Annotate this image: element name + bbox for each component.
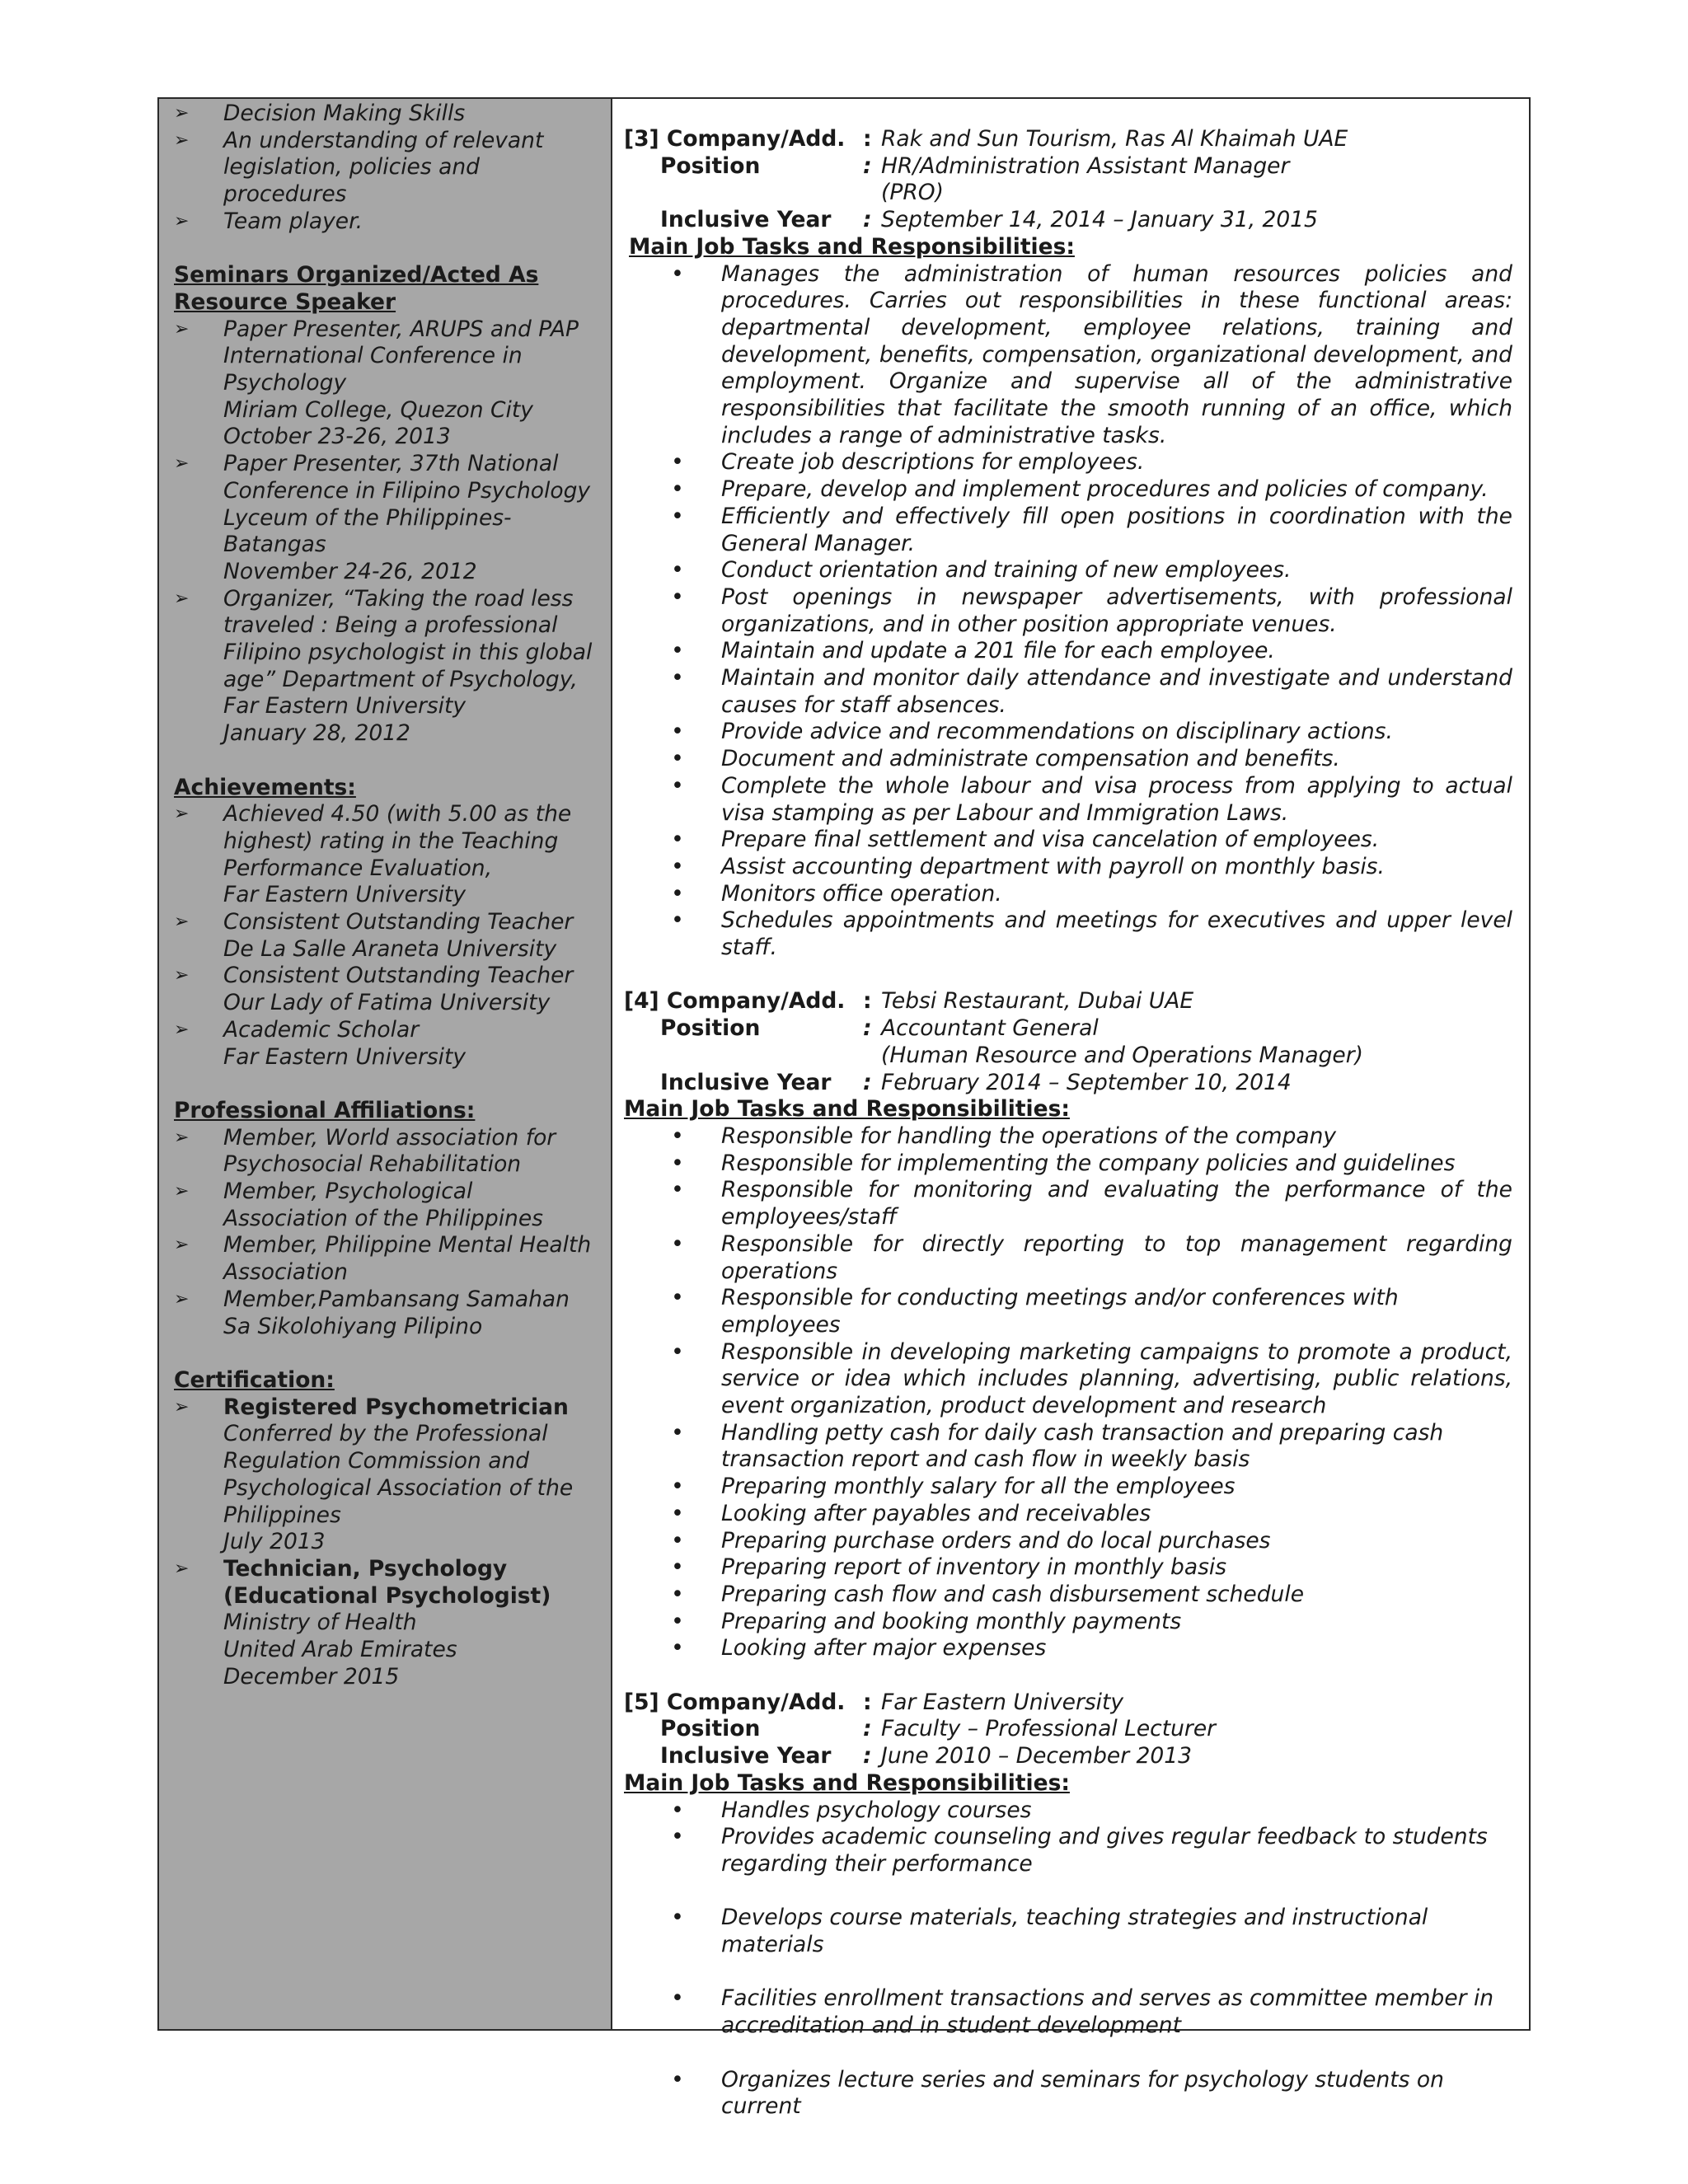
- tasks-heading: Main Job Tasks and Responsibilities:: [624, 1096, 1070, 1122]
- list-item: • Preparing cash flow and cash disbursement schedule: [671, 1581, 1305, 1607]
- arrow-icon: ➢: [174, 453, 190, 475]
- list-item: • Handles psychology courses: [671, 1797, 1032, 1823]
- list-item: • Complete the whole labour and visa process from applying to actual visa stamping as per Labour and Immigration Laws.: [671, 772, 1512, 826]
- job-entry: [4] Company/Add. : Tebsi Restaurant, Dubai UAE Position : Accountant General (Human Resource and Operations Manager) Inclusive Year : February 2014 – September 10, 2014 Main Job Tasks and Responsibilities: • Responsible for handling the operations of the company • Responsible for implementing the company policies and guidelines • Responsible for monitoring and evaluating the performance of the employees/staff • Responsible for directly reporting to top management regarding operations • Responsible for conducting meetings and/or conferences with employees • Responsible in developing marketing campaigns to promote a product, service or idea which includes planning, advertising, public relations, event organization, product development and research • Handling petty cash for daily cash transaction and preparing cash transaction report and cash flow in weekly basis • Preparing monthly salary for all the employees • Looking after payables and receivables • Preparing purchase orders and do local purchases • Preparing report of inventory in monthly basis • Preparing cash flow and cash disbursement schedule • Preparing and booking monthly payments • Looking after major expenses: [624, 988, 1512, 1661]
- position-title: Faculty – Professional Lecturer: [881, 1716, 1217, 1742]
- seminars-heading: Seminars Organized/Acted As Resource Speaker: [174, 262, 539, 315]
- tasks-list: [624, 1797, 1514, 2121]
- list-item: • Post openings in newspaper advertisements, with professional organizations, and in other position appropriate venues.: [671, 583, 1512, 637]
- list-item: • Document and administrate compensation and benefits.: [671, 746, 1340, 772]
- list-item: • Responsible for monitoring and evaluating the performance of the employees/staff: [671, 1177, 1512, 1230]
- list-item: ➢ Paper Presenter, 37th National Conference in Filipino Psychology Lyceum of the Philippines-Batangas November 24-26, 2012: [174, 451, 591, 584]
- list-item: ➢ Registered Psychometrician Conferred by the Professional Regulation Commission and Psychological Association of the Philippines July 2013: [174, 1394, 574, 1555]
- list-item: • Preparing purchase orders and do local purchases: [671, 1527, 1271, 1554]
- list-item: • Handling petty cash for daily cash transaction and preparing cash transaction report and cash flow in weekly basis: [671, 1419, 1444, 1473]
- list-item: • Preparing monthly salary for all the employees: [671, 1474, 1236, 1500]
- list-item: ➢ Member, Philippine Mental Health Association: [174, 1232, 592, 1286]
- list-item: • Conduct orientation and training of new employees.: [671, 557, 1292, 583]
- list-item: ➢ Achieved 4.50 (with 5.00 as the highest) rating in the Teaching Performance Evaluation, Far Eastern University: [174, 801, 572, 908]
- arrow-icon: ➢: [174, 318, 190, 340]
- list-item: ➢ Consistent Outstanding Teacher De La Salle Araneta University: [174, 909, 574, 962]
- right-column: [612, 99, 1529, 2120]
- affiliations-list: [174, 1125, 596, 1341]
- list-item: • Organizes lecture series and seminars for psychology students on current: [671, 2066, 1444, 2120]
- list-item: ➢ Technician, Psychology (Educational Psychologist) Ministry of Health United Arab Emirates December 2015: [174, 1555, 551, 1690]
- achievements-heading: Achievements:: [174, 774, 356, 800]
- affiliations-heading: Professional Affiliations:: [174, 1097, 476, 1123]
- list-item: • Schedules appointments and meetings for executives and upper level staff.: [671, 907, 1512, 961]
- list-item: ➢ Member,Pambansang Samahan Sa Sikolohiyang Pilipino: [174, 1286, 570, 1339]
- list-item: • Responsible for handling the operations of the company: [671, 1123, 1337, 1149]
- list-item: • Responsible in developing marketing campaigns to promote a product, service or idea which includes planning, advertising, public relations, event organization, product development and research: [671, 1338, 1512, 1419]
- list-item: • Facilities enrollment transactions and serves as committee member in accreditation and in student development: [671, 1985, 1494, 2039]
- list-item: • Develops course materials, teaching strategies and instructional materials: [671, 1905, 1428, 1958]
- achievements-list: [174, 801, 596, 1071]
- list-item: ➢ An understanding of relevant legislation, policies and procedures: [174, 127, 544, 208]
- company-name: Rak and Sun Tourism, Ras Al Khaimah UAE: [881, 126, 1348, 152]
- list-item: • Looking after major expenses: [671, 1635, 1047, 1661]
- company-name: Tebsi Restaurant, Dubai UAE: [881, 988, 1194, 1015]
- skills-list: [174, 101, 596, 236]
- list-item: • Monitors office operation.: [671, 880, 1002, 907]
- arrow-icon: ➢: [174, 804, 190, 825]
- position-title: HR/Administration Assistant Manager: [881, 152, 1290, 179]
- arrow-icon: ➢: [174, 103, 190, 124]
- seminars-list: [174, 316, 596, 748]
- arrow-icon: ➢: [174, 210, 190, 232]
- list-item: • Create job descriptions for employees.: [671, 449, 1145, 476]
- tasks-heading: Main Job Tasks and Responsibilities:: [629, 233, 1075, 260]
- list-item: • Preparing report of inventory in monthly basis: [671, 1554, 1227, 1581]
- list-item: ➢ Academic Scholar Far Eastern University: [174, 1016, 467, 1070]
- list-item: • Provide advice and recommendations on disciplinary actions.: [671, 719, 1393, 745]
- list-item: • Maintain and update a 201 file for each employee.: [671, 638, 1275, 664]
- arrow-icon: ➢: [174, 1127, 190, 1148]
- arrow-icon: ➢: [174, 1396, 190, 1418]
- list-item: • Responsible for implementing the company policies and guidelines: [671, 1150, 1456, 1176]
- list-item: ➢ Consistent Outstanding Teacher Our Lady of Fatima University: [174, 963, 574, 1016]
- arrow-icon: ➢: [174, 1181, 190, 1202]
- list-item: • Prepare, develop and implement procedures and policies of company.: [671, 476, 1489, 503]
- list-item: ➢ Member, World association for Psychosocial Rehabilitation: [174, 1124, 556, 1178]
- list-item: • Assist accounting department with payroll on monthly basis.: [671, 853, 1385, 879]
- list-item: ➢ Organizer, “Taking the road less traveled : Being a professional Filipino psychologist in this global age” Department of Psychology, Far Eastern University January 28, 2012: [174, 585, 593, 747]
- list-item: • Manages the administration of human resources policies and procedures. Carries out responsibilities in these functional areas: departmental development, employee relations, training and development, benefits, compensation, organizational development, and employment. Organize and supervise all of the administrative responsibilities that facilitate the smooth running of an office, which includes a range of administrative tasks.: [671, 260, 1512, 448]
- tasks-list: [624, 1123, 1514, 1662]
- position-title: Accountant General: [881, 1015, 1099, 1042]
- resume-page-frame: [157, 97, 1531, 2120]
- list-item: • Efficiently and effectively fill open positions in coordination with the General Manager.: [671, 503, 1512, 556]
- arrow-icon: ➢: [174, 912, 190, 933]
- left-column: [159, 99, 612, 2029]
- arrow-icon: ➢: [174, 1019, 190, 1040]
- list-item: • Looking after payables and receivables: [671, 1500, 1151, 1526]
- list-item: • Provides academic counseling and gives regular feedback to students regarding their performance: [671, 1824, 1488, 1877]
- inclusive-year: September 14, 2014 – January 31, 2015: [881, 207, 1318, 233]
- tasks-heading: Main Job Tasks and Responsibilities:: [624, 1769, 1070, 1796]
- list-item: • Maintain and monitor daily attendance and investigate and understand causes for staff absences.: [671, 665, 1512, 718]
- certification-list: [174, 1394, 596, 1691]
- arrow-icon: ➢: [174, 1558, 190, 1579]
- arrow-icon: ➢: [174, 129, 190, 151]
- list-item: ➢ Member, Psychological Association of the Philippines: [174, 1179, 543, 1231]
- list-item: ➢ Team player.: [174, 208, 363, 234]
- arrow-icon: ➢: [174, 1288, 190, 1310]
- job-entry: [5] Company/Add. : Far Eastern University Position : Faculty – Professional Lecturer Inclusive Year : June 2010 – December 2013 Main Job Tasks and Responsibilities: • Handles psychology courses • Provides academic counseling and gives regular feedback to students regarding their performance • Develops course materials, teaching strategies and instructional materials • Facilities enrollment transactions and serves as committee member in accreditation and in student development • Organizes lecture series and seminars for psychology students on current: [624, 1690, 1514, 2121]
- list-item: • Responsible for conducting meetings and/or conferences with employees: [671, 1285, 1399, 1338]
- list-item: ➢ Paper Presenter, ARUPS and PAP International Conference in Psychology Miriam College, Quezon City October 23-26, 2013: [174, 316, 579, 450]
- list-item: • Responsible for directly reporting to top management regarding operations: [671, 1230, 1512, 1284]
- list-item: • Preparing and booking monthly payments: [671, 1608, 1182, 1634]
- arrow-icon: ➢: [174, 1235, 190, 1256]
- tasks-list: [624, 261, 1514, 962]
- arrow-icon: ➢: [174, 965, 190, 987]
- arrow-icon: ➢: [174, 588, 190, 609]
- inclusive-year: February 2014 – September 10, 2014: [881, 1069, 1292, 1095]
- inclusive-year: June 2010 – December 2013: [881, 1743, 1192, 1769]
- company-name: Far Eastern University: [881, 1689, 1124, 1715]
- job-entry: [3] Company/Add. : Rak and Sun Tourism, Ras Al Khaimah UAE Position : HR/Administration Assistant Manager (PRO) Inclusive Year : September 14, 2014 – January 31, 2015 Main Job Tasks and Responsibilities: • Manages the administration of human resources policies and procedures. Carries out responsibilities in these functional areas: departmental development, employee relations, training and development, benefits, compensation, organizational development, and employment. Organize and supervise all of the administrative responsibilities that facilitate the smooth running of an office, which includes a range of administrative tasks. • Create job descriptions for employees. • Prepare, develop and implement procedures and policies of company. • Efficiently and effectively fill open positions in coordination with the General Manager. • Conduct orientation and training of new employees. • Post openings in newspaper advertisements, with professional organizations, and in other position appropriate venues. • Maintain and update a 201 file for each employee. • Maintain and monitor daily attendance and investigate and understand causes for staff absences. • Provide advice and recommendations on disciplinary actions. • Document and administrate compensation and benefits. • Complete the whole labour and visa process from applying to actual visa stamping as per Labour and Immigration Laws. • Prepare final settlement and visa cancelation of employees. • Assist accounting department with payroll on monthly basis. • Monitors office operation. • Schedules appointments and meetings for executives and upper level staff.: [624, 126, 1512, 961]
- list-item: ➢ Decision Making Skills: [174, 101, 466, 126]
- certification-heading: Certification:: [174, 1366, 335, 1393]
- list-item: • Prepare final settlement and visa cancelation of employees.: [671, 827, 1380, 853]
